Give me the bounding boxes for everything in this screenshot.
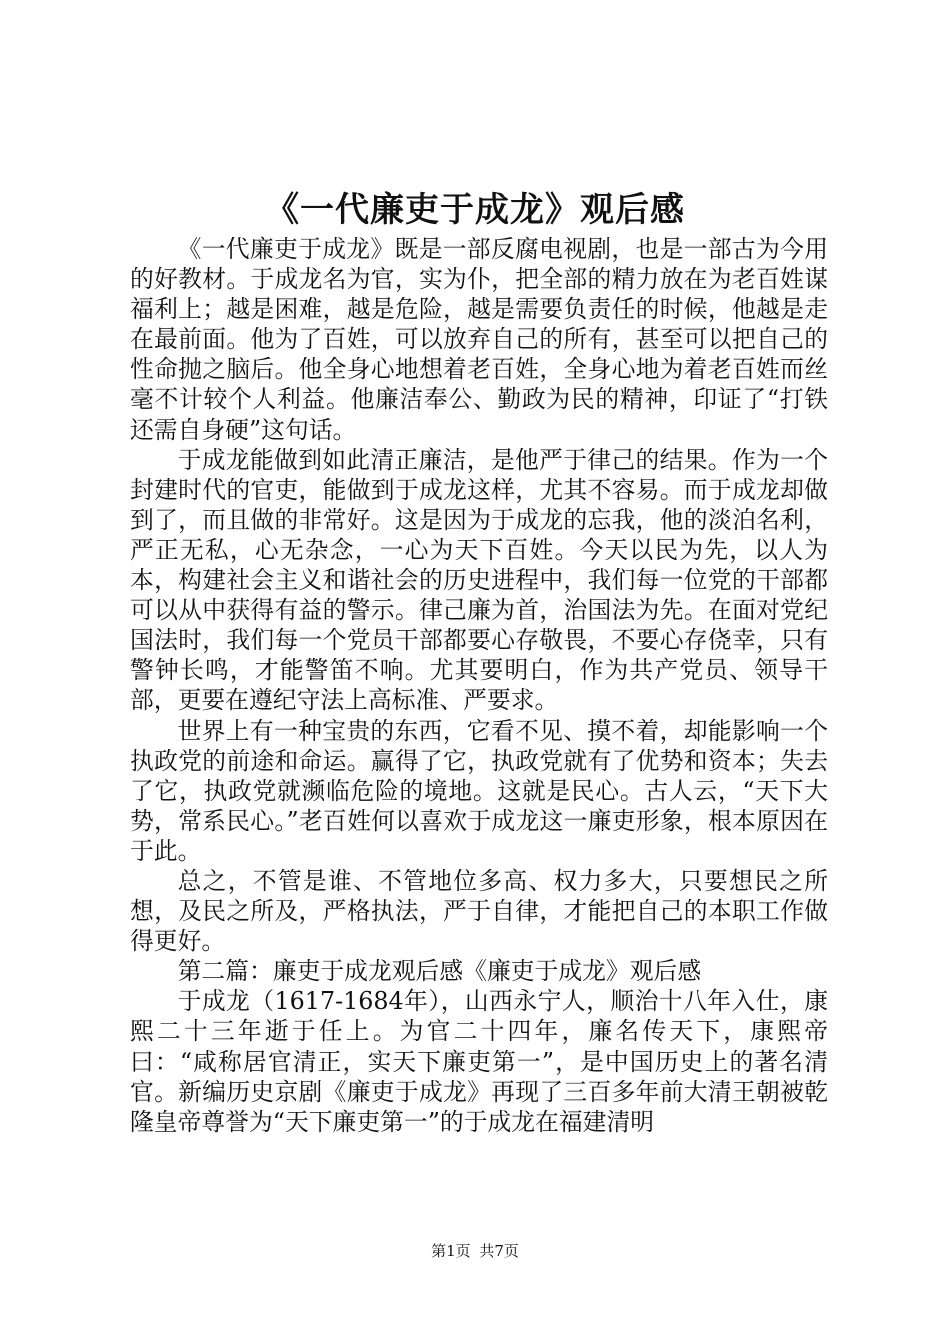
page-footer [0, 1240, 950, 1262]
document-title: 《一代廉吏于成龙》观后感 [265, 190, 685, 230]
paragraph: 于成龙（1617-1684年），山西永宁人，顺治十八年入仕，康熙二十三年逝于任上。为官二十四年，廉名传天下，康熙帝曰：“咸称居官清正，实天下廉吏第一”，是中国历史上的著名清官。新编历史京剧《廉吏于成龙》再现了三百多年前大清王朝被乾隆皇帝尊誉为“天下廉吏第一”的于成龙在福建清明 [130, 987, 828, 1136]
page-number: 第1页 [431, 1242, 471, 1260]
paragraph: 总之，不管是谁、不管地位多高、权力多大，只要想民之所想，及民之所及，严格执法，严于自律，才能把自己的本职工作做得更好。 [130, 866, 828, 956]
section-heading: 第二篇：廉吏于成龙观后感《廉吏于成龙》观后感 [177, 957, 702, 986]
page-total: 共7页 [479, 1242, 519, 1260]
paragraph: 《一代廉吏于成龙》既是一部反腐电视剧，也是一部古为今用的好教材。于成龙名为官，实为仆，把全部的精力放在为老百姓谋福利上；越是困难，越是危险，越是需要负责任的时候，他越是走在最前面。他为了百姓，可以放弃自己的所有，甚至可以把自己的性命抛之脑后。他全身心地想着老百姓，全身心地为着老百姓而丝毫不计较个人利益。他廉洁奉公、勤政为民的精神，印证了“打铁还需自身硬”这句话。 [130, 235, 828, 444]
paragraph: 世界上有一种宝贵的东西，它看不见、摸不着，却能影响一个执政党的前途和命运。赢得了它，执政党就有了优势和资本；失去了它，执政党就濒临危险的境地。这就是民心。古人云，“天下大势，常系民心。”老百姓何以喜欢于成龙这一廉吏形象，根本原因在于此。 [130, 716, 828, 865]
paragraph: 于成龙能做到如此清正廉洁，是他严于律己的结果。作为一个封建时代的官吏，能做到于成龙这样，尤其不容易。而于成龙却做到了，而且做的非常好。这是因为于成龙的忘我，他的淡泊名利，严正无私，心无杂念，一心为天下百姓。今天以民为先，以人为本，构建社会主义和谐社会的历史进程中，我们每一位党的干部都可以从中获得有益的警示。律己廉为首，治国法为先。在面对党纪国法时，我们每一个党员干部都要心存敬畏，不要心存侥幸，只有警钟长鸣，才能警笛不响。尤其要明白，作为共产党员、领导干部，更要在遵纪守法上高标准、严要求。 [130, 445, 828, 715]
document-body [130, 234, 828, 1137]
